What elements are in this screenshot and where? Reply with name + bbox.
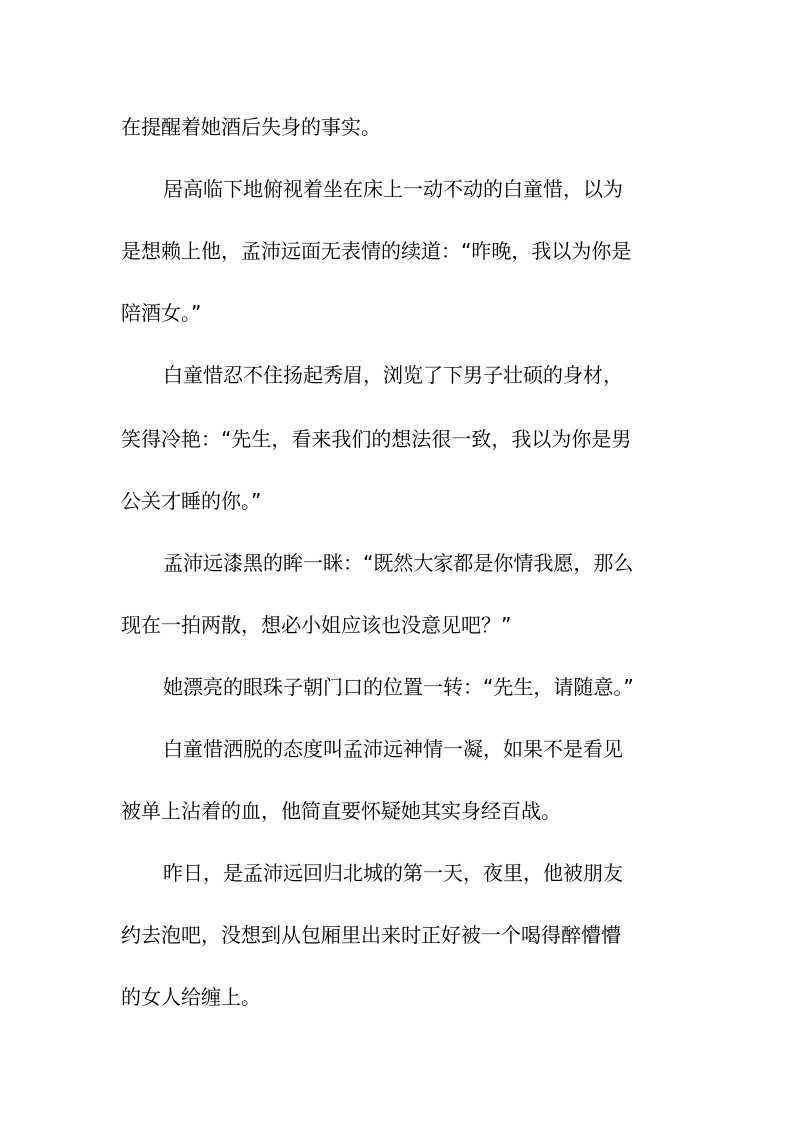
text-line: 她漂亮的眼珠子朝门口的位置一转：“先生，请随意。” — [163, 675, 634, 699]
text-line: 孟沛远漆黑的眸一眯：“既然大家都是你情我愿，那么 — [163, 551, 634, 575]
text-line: 在提醒着她酒后失身的事实。 — [121, 115, 381, 139]
text-line: 公关才睡的你。” — [121, 489, 262, 513]
text-line: 笑得冷艳：“先生，看来我们的想法很一致，我以为你是男 — [121, 427, 632, 451]
text-line: 的女人给缠上。 — [121, 985, 261, 1009]
text-line: 白童惜忍不住扬起秀眉，浏览了下男子壮硕的身材， — [163, 363, 623, 387]
text-line: 昨日，是孟沛远回归北城的第一天，夜里，他被朋友 — [163, 861, 623, 885]
text-line: 约去泡吧，没想到从包厢里出来时正好被一个喝得醉懵懵 — [121, 923, 621, 947]
text-line: 是想赖上他，孟沛远面无表情的续道：“昨晚，我以为你是 — [121, 239, 632, 263]
text-line: 白童惜洒脱的态度叫孟沛远神情一凝，如果不是看见 — [163, 737, 623, 761]
text-line: 现在一拍两散，想必小姐应该也没意见吧？” — [121, 613, 512, 637]
text-line: 居高临下地俯视着坐在床上一动不动的白童惜，以为 — [163, 177, 623, 201]
text-line: 陪酒女。” — [121, 301, 202, 325]
text-line: 被单上沾着的血，他简直要怀疑她其实身经百战。 — [121, 799, 561, 823]
